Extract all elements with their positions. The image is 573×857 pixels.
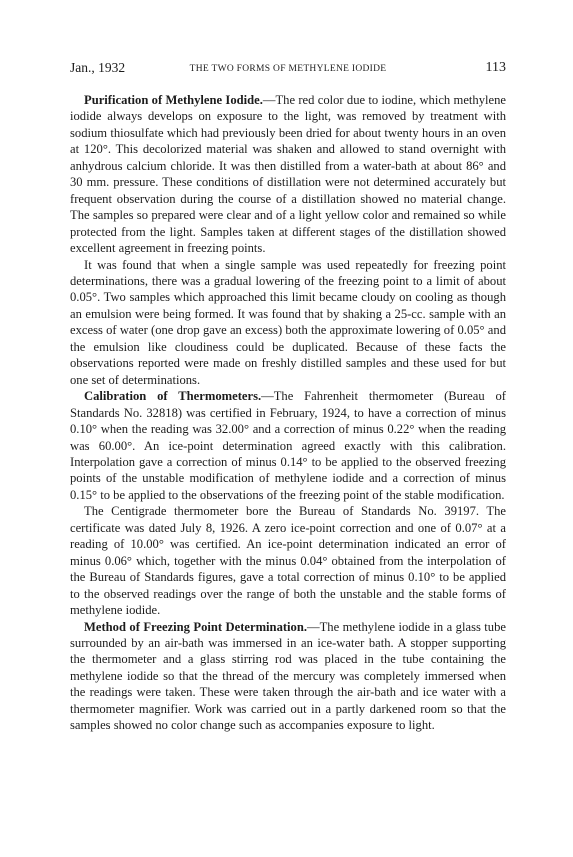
- issue-date: Jan., 1932: [70, 60, 126, 75]
- journal-page: [70, 58, 506, 734]
- section-heading-calibration: Calibration of Thermometers.: [84, 389, 262, 404]
- page-number: 113: [485, 60, 506, 75]
- paragraph-centigrade: [70, 503, 506, 618]
- paragraph-text: —The red color due to iodine, which methylene iodide always develops on exposure to the light, was removed by treatment with sodium thiosulfate which had previously been dried for about twenty hours in an oven at 120°. This decolorized material was shaken and allowed to stand overnight with anhydrous calcium chloride. It was then distilled from a water-bath at about 86° and 30 mm. pressure. These conditions of distillation were not determined accurately but frequent observation during the course of a distillation showed no material change. The samples so prepared were clear and of a light yellow color and remained so while protected from the light. Samples taken at different stages of the distillation showed excellent agreement in freezing points.: [70, 93, 506, 256]
- paragraph-text: The Centigrade thermometer bore the Bureau of Standards No. 39197. The certificate was dated July 8, 1926. A zero ice-point correction and one of 0.07° at a reading of 10.00° was certified. An ice-point determination indicated an error of minus 0.06° which, together with the minus 0.04° obtained from the interpolation of the Bureau of Standards figures, gave a total correction of minus 0.10° to be applied to the observed readings over the range of both the unstable and the stable forms of methylene iodide.: [70, 504, 506, 618]
- article-body: [70, 92, 506, 734]
- section-heading-method: Method of Freezing Point Determination.: [84, 619, 308, 634]
- paragraph-purification: [70, 92, 506, 257]
- running-title: THE TWO FORMS OF METHYLENE IODIDE: [189, 64, 387, 74]
- paragraph-text: It was found that when a single sample was used repeatedly for freezing point determinations, there was a gradual lowering of the freezing point to a limit of about 0.05°. Two samples which approached this limit became cloudy on cooling as though an emulsion were being formed. It was found that by shaking a 25-cc. sample with an excess of water (one drop gave an excess) both the approximate lowering of 0.05° and the emulsion like cloudiness could be duplicated. Because of these facts the observations reported were made on freshly distilled samples and these used for but one set of determinations.: [70, 257, 506, 387]
- paragraph-method: [70, 619, 506, 734]
- paragraph-calibration: [70, 388, 506, 503]
- running-header: [70, 58, 506, 78]
- section-heading-purification: Purification of Methylene Iodide.: [84, 93, 263, 107]
- paragraph-repeated-use: [70, 257, 506, 389]
- paragraph-text: —The methylene iodide in a glass tube surrounded by an air-bath was immersed in an ice-water bath. A stopper supporting the thermometer and a glass stirring rod was placed in the tube containing the methylene iodide so that the thread of the mercury was completely immersed when the readings were taken. These were taken through the air-bath and ice water with a thermometer magnifier. Work was carried out in a partly darkened room so that the samples showed no color change such as accompanies exposure to light.: [70, 619, 506, 733]
- paragraph-text: —The Fahrenheit thermometer (Bureau of Standards No. 32818) was certified in February, 1924, to have a correction of minus 0.10° when the reading was 32.00° and a correction of minus 0.22° when the reading was 60.00°. An ice-point determination agreed exactly with this calibration. Interpolation gave a correction of minus 0.14° to be applied to the observed freezing points of the unstable modification of methylene iodide and a correction of minus 0.15° to be applied to the observations of the freezing point of the stable modification.: [70, 389, 506, 502]
